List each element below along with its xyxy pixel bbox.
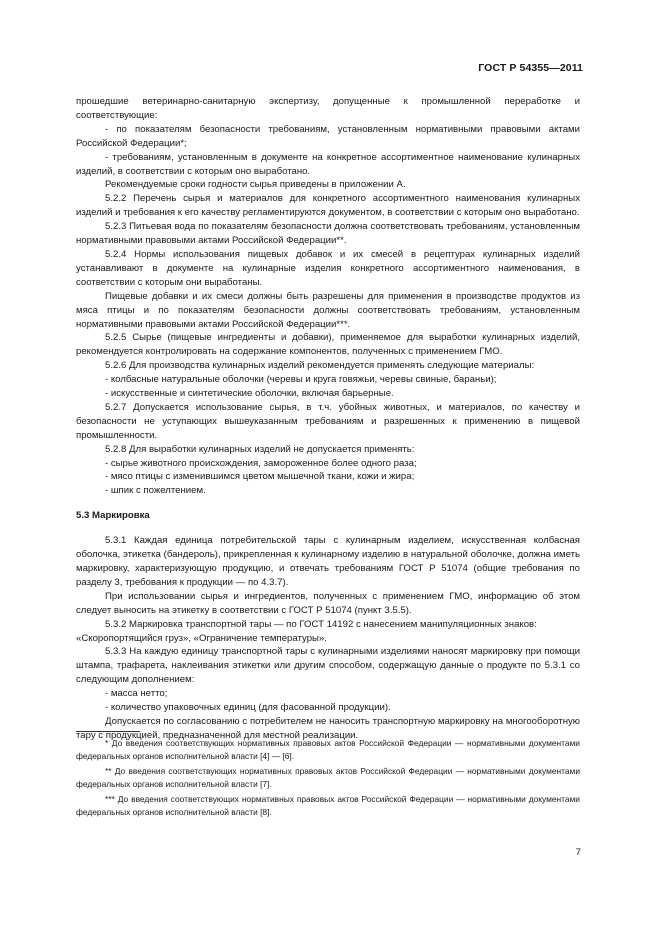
paragraph: Пищевые добавки и их смеси должны быть разрешены для применения в производстве продуктов из мяса птицы и по показателям безопасности должны соответствовать требованиям, установленным нормативными правовыми актами Российской Федерации***.: [76, 290, 580, 330]
clause-5-2-3: 5.2.3 Питьевая вода по показателям безопасности должна соответствовать требованиям, установленным нормативными правовыми актами Российской Федерации**.: [76, 221, 580, 247]
footnote: *** До введения соответствующих нормативных правовых актов Российской Федерации — нормативными документами федеральных органов исполнительной власти [8].: [76, 794, 580, 817]
clause-5-2-2: 5.2.2 Перечень сырья и материалов для конкретного ассортиментного наименования кулинарных изделий и требования к его качеству регламентируются документом, в соответствии с которым оно выработано.: [76, 193, 580, 219]
list-item: - по показателям безопасности требованиям, установленным нормативными правовыми актами Российской Федерации*;: [76, 123, 580, 149]
list-item: - сырье животного происхождения, замороженное более одного раза;: [105, 457, 417, 469]
section-heading: 5.3 Маркировка: [76, 510, 150, 522]
document-standard-id: ГОСТ Р 54355—2011: [478, 62, 583, 74]
paragraph: «Скоропортящийся груз», «Ограничение температуры».: [76, 632, 327, 644]
list-item: - масса нетто;: [105, 688, 168, 700]
footnote: * До введения соответствующих нормативных правовых актов Российской Федерации — нормативными документами федеральных органов исполнительной власти [4] — [6].: [76, 738, 580, 761]
clause-5-2-8: 5.2.8 Для выработки кулинарных изделий не допускается применять:: [105, 443, 415, 455]
clause-5-2-7: 5.2.7 Допускается использование сырья, в т.ч. убойных животных, и материалов, по качеству и безопасности не уступающих вышеуказанным требованиям и разрешенных к применению в пищевой промышленности.: [76, 401, 580, 441]
list-item: - мясо птицы с изменившимся цветом мышечной ткани, кожи и жира;: [105, 471, 415, 483]
clause-5-3-3: 5.3.3 На каждую единицу транспортной тары с кулинарными изделиями наносят маркировку при помощи штампа, трафарета, наклеивания этикетки или другим способом, содержащую данные о продукте по 5.3.1 со следующим дополнением:: [76, 646, 580, 686]
list-item: - колбасные натуральные оболочки (черевы и круга говяжьи, черевы свиные, бараньи);: [105, 374, 497, 386]
document-body: [76, 95, 580, 743]
page-number: 7: [575, 847, 581, 858]
clause-5-3-2: 5.3.2 Маркировка транспортной тары — по ГОСТ 14192 с нанесением манипуляционных знаков:: [105, 618, 537, 630]
footnotes: [76, 737, 580, 821]
list-item: - искусственные и синтетические оболочки, включая барьерные.: [105, 388, 394, 400]
clause-5-2-6: 5.2.6 Для производства кулинарных изделий рекомендуется применять следующие материалы:: [105, 360, 535, 372]
paragraph: Рекомендуемые сроки годности сырья приведены в приложении А.: [105, 179, 406, 191]
list-item: - шпик с пожелтением.: [105, 485, 206, 497]
list-item: - количество упаковочных единиц (для фасованной продукции).: [105, 702, 391, 714]
paragraph: При использовании сырья и ингредиентов, полученных с применением ГМО, информацию об этом следует выносить на этикетку в соответствии с ГОСТ Р 51074 (пункт 3.5.5).: [76, 590, 580, 616]
list-item: - требованиям, установленным в документе на конкретное ассортиментное наименование кулинарных изделий, в соответствии с которым оно выработано.: [76, 151, 580, 177]
footnote: ** До введения соответствующих нормативных правовых актов Российской Федерации — нормативными документами федеральных органов исполнительной власти [7].: [76, 766, 580, 789]
clause-5-3-1: 5.3.1 Каждая единица потребительской тары с кулинарным изделием, искусственная колбасная оболочка, этикетка (бандероль), прикрепленная к кулинарному изделию в натуральной оболочке, должна иметь маркировку, характеризующую продукцию, и отвечать требованиям ГОСТ Р 51074 (общие требования по разделу 3, требования к продукции — по 4.3.7).: [76, 535, 580, 588]
paragraph: Допускается по согласованию с потребителем не наносить транспортную маркировку на многооборотную тару с продукцией, предназначенной для местной реализации.: [76, 715, 580, 741]
clause-5-2-5: 5.2.5 Сырье (пищевые ингредиенты и добавки), применяемое для выработки кулинарных изделий, рекомендуется контролировать на содержание компонентов, полученных с применением ГМО.: [76, 332, 580, 358]
paragraph: прошедшие ветеринарно-санитарную экспертизу, допущенные к промышленной переработке и соответствующие:: [76, 96, 580, 121]
clause-5-2-4: 5.2.4 Нормы использования пищевых добавок и их смесей в рецептурах кулинарных изделий устанавливают в документе на кулинарные изделия конкретного ассортиментного наименования, в соответствии с которым они выработаны.: [76, 248, 580, 288]
footnote-divider: [76, 731, 140, 732]
